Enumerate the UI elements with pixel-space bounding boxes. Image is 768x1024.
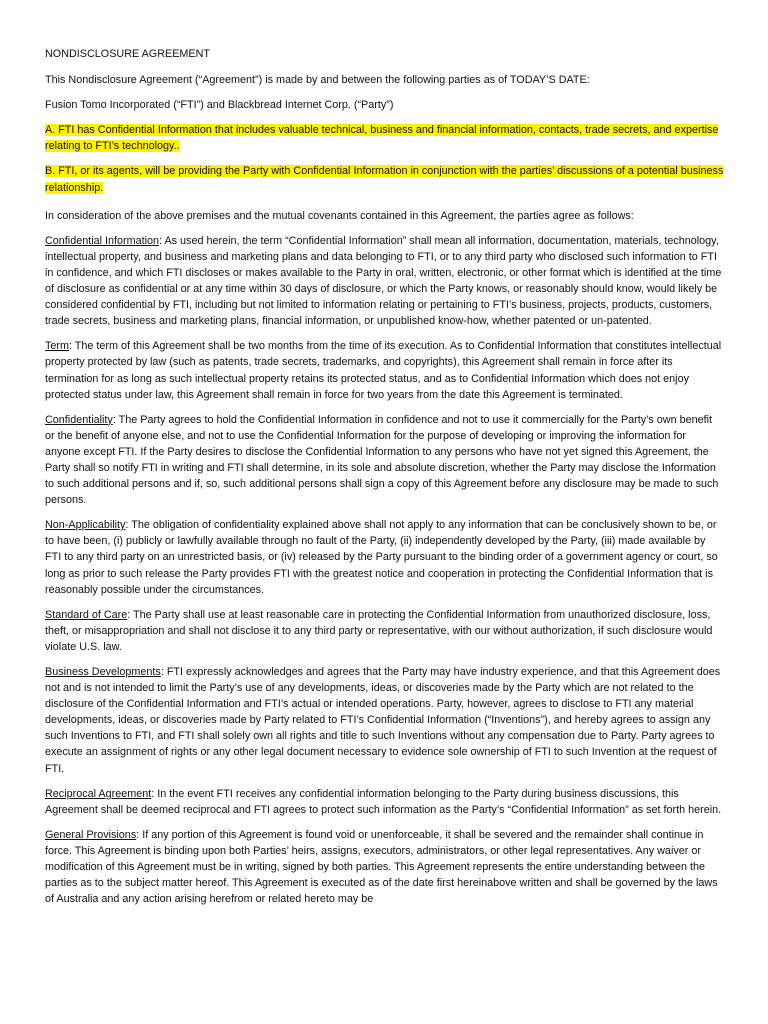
section-heading: Reciprocal Agreement (45, 787, 152, 800)
section-heading: Term (45, 340, 69, 353)
section-confidential-information (45, 233, 724, 330)
consideration-paragraph: In consideration of the above premises and the mutual covenants contained in this Agreement, the parties agree as follows: (45, 209, 634, 222)
section-standard-of-care (45, 607, 724, 655)
recital-a (45, 122, 724, 154)
section-heading: Non-Applicability (45, 519, 126, 532)
section-confidentiality (45, 412, 724, 509)
document-title: NONDISCLOSURE AGREEMENT (45, 48, 210, 60)
recital-b-text: B. FTI, or its agents, will be providing the Party with Confidential Information in conjunction with the parties’ discussions of a potential business relationship. (45, 165, 724, 194)
section-term (45, 338, 724, 402)
section-body: : FTI expressly acknowledges and agrees that the Party may have industry experience, and that this Agreement does not and is not intended to limit the Party’s use of any developments, ideas, or discoveries made by the Party which are not related to the disclosure of the Confidential Information and FTI’s actual or intended operations. Party, however, agrees to disclose to FTI any material developments, ideas, or discoveries made by Party related to FTI’s Confidential Information (“Inventions”), and hereby agrees to assign any such Inventions to FTI, and FTI shall solely own all rights and title to such Inventions without any compensation due to Party. Party agrees to execute an assignment of rights or any other legal document necessary to evidence sole ownership of FTI to such Invention at the request of FTI. (45, 666, 721, 775)
section-body: : In the event FTI receives any confidential information belonging to the Party during business discussions, this Agreement shall be deemed reciprocal and FTI agrees to protect such information as the Party’s “Confidential Information” as set forth herein. (45, 787, 722, 816)
section-heading: Business Developments (45, 666, 161, 678)
section-heading: Standard of Care (45, 608, 128, 621)
parties-paragraph: Fusion Tomo Incorporated (“FTI”) and Blackbread Internet Corp. (“Party”) (45, 99, 394, 112)
recital-b (45, 163, 724, 195)
section-non-applicability (45, 517, 724, 597)
section-heading: Confidential Information (45, 234, 160, 247)
section-body: : The obligation of confidentiality explained above shall not apply to any information that can be conclusively shown to be, or to have been, (i) publicly or lawfully available through no fault of the Party, (ii) independently developed by the Party, (iii) made available by FTI to any third party on an unrestricted basis, or (iv) released by the Party pursuant to the binding order of a government agency or court, so long as prior to such release the Party provides FTI with the greatest notice and cooperation in protecting the Confidential Information that is reasonably possible under the circumstances. (45, 519, 718, 596)
intro-paragraph: This Nondisclosure Agreement (“Agreement”) is made by and between the following parties as of TODAY’S DATE: (45, 74, 590, 87)
section-body: : The Party shall use at least reasonable care in protecting the Confidential Information from unauthorized disclosure, loss, theft, or misappropriation and shall not disclose it to any third party or representative, with our without authorization, if such disclosure would violate U.S. law. (45, 608, 713, 653)
section-heading: General Provisions (45, 828, 137, 841)
recital-a-text: A. FTI has Confidential Information that includes valuable technical, business and financial information, contacts, trade secrets, and expertise relating to FTI’s technology.. (45, 124, 719, 153)
section-body: : If any portion of this Agreement is found void or unenforceable, it shall be severed and the remainder shall continue in force. This Agreement is binding upon both Parties’ heirs, assigns, executors, administrators, or other legal representatives. Any waiver or modification of this Agreement must be in writing, signed by both parties. This Agreement represents the entire understanding between the parties as to the subject matter hereof. This Agreement is executed as of the date first hereinabove written and shall be governed by the laws of Australia and any action arising herefrom or related hereto may be (45, 828, 718, 906)
section-business-developments (45, 664, 724, 777)
section-reciprocal-agreement (45, 786, 724, 818)
section-body: : As used herein, the term “Confidential Information” shall mean all information, documentation, materials, technology, intellectual property, and business and marketing plans and data belonging to FTI, or to any third party who disclosed such information to FTI in confidence, and which FTI discloses or makes available to the Party in oral, written, electronic, or other format which is identified at the time of disclosure as confidential or at any time within 30 days of disclosure, or which the Party knows, or reasonably should know, would likely be considered confidential by FTI, including but not limited to information relating or pertaining to FTI’s business, projects, products, customers, trade secrets, business and marketing plans, financial information, or unpublished know-how, whether patented or un-patented. (45, 234, 722, 328)
section-body: : The Party agrees to hold the Confidential Information in confidence and not to use it commercially for the Party’s own benefit or the benefit of anyone else, and not to use the Confidential Information for the purpose of developing or improving the information for anyone except FTI. If the Party desires to disclose the Confidential Information to any persons who have not yet signed this Agreement, the Party shall so notify FTI in writing and FTI shall determine, in its sole and absolute discretion, whether the Party may disclose the Information to such additional persons and if, so, such additional persons shall sign a copy of this Agreement before any disclosure may be made to such persons. (45, 413, 719, 507)
section-heading: Confidentiality (45, 413, 113, 426)
section-body: : The term of this Agreement shall be two months from the time of its execution. As to Confidential Information that constitutes intellectual property protected by law (such as patents, trade secrets, trademarks, and copyrights), this Agreement shall remain in force after its termination for as long as such intellectual property retains its protected status, and as to Confidential Information which does not enjoy protected status under law, this Agreement shall remain in force for two years from the date this Agreement is terminated. (45, 340, 722, 401)
section-general-provisions (45, 827, 724, 906)
